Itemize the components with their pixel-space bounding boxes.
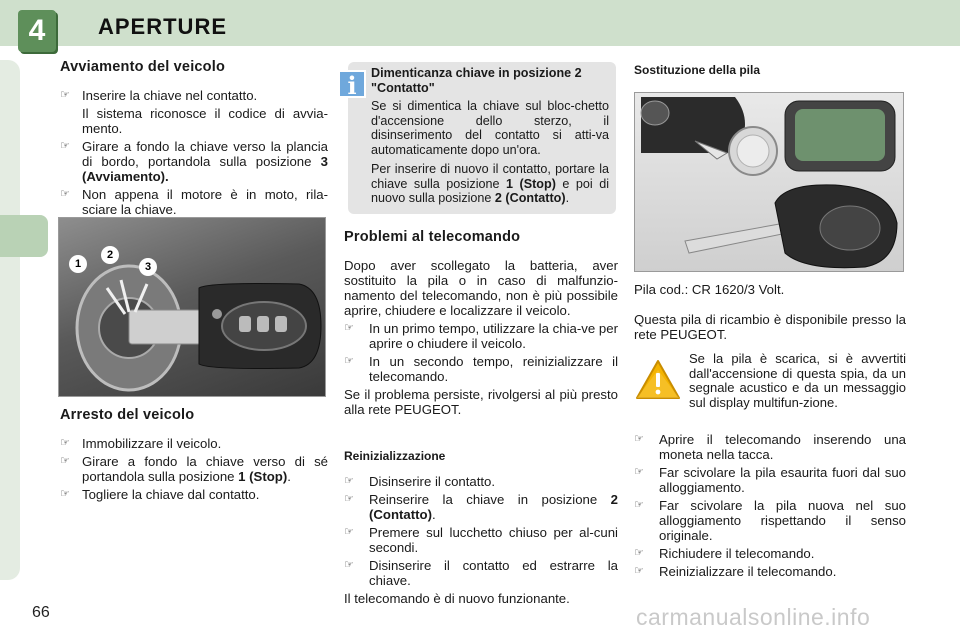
page-number: 66 — [32, 604, 50, 621]
reinit-list — [344, 474, 618, 588]
position-label-2: 2 — [101, 246, 119, 264]
list-item: ☞ Immobilizzare il veicolo. — [60, 436, 222, 451]
start-sub-note: Il sistema riconosce il codice di avvia-mento. — [82, 106, 328, 136]
list-item: ☞ Disinserire il contatto ed estrarre la chiave. — [344, 558, 618, 588]
pointing-hand-icon: ☞ — [344, 526, 354, 538]
pointing-hand-icon: ☞ — [634, 433, 644, 445]
pointing-hand-icon: ☞ — [634, 565, 644, 577]
list-item: ☞ Disinserire il contatto. — [344, 474, 496, 489]
info-icon: i — [338, 70, 366, 98]
list-item: ☞ Inserire la chiave nel contatto. — [60, 88, 258, 103]
remote-problems-heading: Problemi al telecomando — [344, 229, 521, 245]
start-list-2 — [60, 139, 328, 217]
battery-code: Pila cod.: CR 1620/3 Volt. — [634, 282, 785, 297]
info-paragraph-1: Se si dimentica la chiave sul bloc-chetto d'accensione dello sterzo, il disinserimento del contatto si atti-va automaticamente dopo un'ora. — [371, 99, 609, 157]
list-item: ☞ In un secondo tempo, reinizializzare il telecomando. — [344, 354, 618, 384]
ignition-key-photo — [58, 217, 326, 397]
pointing-hand-icon: ☞ — [344, 559, 354, 571]
pointing-hand-icon: ☞ — [60, 488, 70, 500]
watermark: carmanualsonline.info — [636, 604, 871, 630]
pointing-hand-icon: ☞ — [634, 547, 644, 559]
pointing-hand-icon: ☞ — [344, 475, 354, 487]
position-label-3: 3 — [139, 258, 157, 276]
remote-problems-intro: Dopo aver scollegato la batteria, aver sostituito la pila o in caso di malfunzio-namento del telecomando, non è più possibile aprire, chiudere e localizzare il veicolo. — [344, 258, 618, 318]
list-item: ☞ Richiudere il telecomando. — [634, 546, 815, 561]
list-item: ☞ Far scivolare la pila esaurita fuori dal suo alloggiamento. — [634, 465, 906, 495]
list-item: ☞ Far scivolare la pila nuova nel suo alloggiamento rispettando il senso originale. — [634, 498, 906, 543]
start-list — [60, 88, 328, 103]
stop-section — [60, 408, 328, 505]
column-start-stop — [60, 60, 328, 220]
list-item: ☞ Reinserire la chiave in posizione 2 (Contatto). — [344, 492, 618, 522]
list-item: ☞ Non appena il motore è in moto, rila-sciare la chiave. — [60, 187, 328, 217]
pointing-hand-icon: ☞ — [344, 355, 354, 367]
remote-problems-outro: Se il problema persiste, rivolgersi al più presto alla rete PEUGEOT. — [344, 387, 618, 417]
start-heading: Avviamento del veicolo — [60, 59, 226, 75]
remote-problems-list — [344, 321, 618, 384]
page-title: APERTURE — [98, 14, 228, 39]
reinit-outro: Il telecomando è di nuovo funzionante. — [344, 591, 570, 606]
pointing-hand-icon: ☞ — [60, 437, 70, 449]
pointing-hand-icon: ☞ — [60, 89, 70, 101]
warning-text: Se la pila è scarica, si è avvertiti dall'accensione di questa spia, da un segnale acustico e da un messaggio sul display multifun-zione. — [689, 351, 906, 410]
remote-battery-illustration — [635, 93, 904, 272]
battery-replacement-photo — [634, 92, 904, 272]
battery-info — [634, 282, 906, 342]
pointing-hand-icon: ☞ — [634, 466, 644, 478]
battery-heading: Sostituzione della pila — [634, 63, 761, 77]
chapter-side-tab — [0, 215, 48, 257]
stop-list — [60, 436, 328, 502]
list-item: ☞ Aprire il telecomando inserendo una moneta nella tacca. — [634, 432, 906, 462]
battery-section — [634, 60, 906, 88]
list-item: ☞ In un primo tempo, utilizzare la chia-ve per aprire o chiudere il veicolo. — [344, 321, 618, 351]
battery-steps-list — [634, 432, 906, 579]
chapter-number: 4 — [18, 10, 56, 52]
stop-heading: Arresto del veicolo — [60, 407, 195, 423]
list-item: ☞ Girare a fondo la chiave verso di sé portandola sulla posizione 1 (Stop). — [60, 454, 328, 484]
side-band — [0, 60, 20, 580]
remote-problems-section — [344, 230, 618, 417]
battery-steps — [634, 432, 906, 582]
pointing-hand-icon: ☞ — [634, 499, 644, 511]
pointing-hand-icon: ☞ — [60, 455, 70, 467]
list-item: ☞ Premere sul lucchetto chiuso per al-cuni secondi. — [344, 525, 618, 555]
list-item: ☞ Reinizializzare il telecomando. — [634, 564, 837, 579]
warning-triangle-icon — [634, 358, 682, 402]
list-item: ☞ Togliere la chiave dal contatto. — [60, 487, 260, 502]
pointing-hand-icon: ☞ — [60, 188, 70, 200]
pointing-hand-icon: ☞ — [344, 493, 354, 505]
info-content — [371, 66, 609, 211]
battery-availability: Questa pila di ricambio è disponibile presso la rete PEUGEOT. — [634, 312, 906, 342]
list-item: ☞ Girare a fondo la chiave verso la plancia di bordo, portandola sulla posizione 3 (Avviamento). — [60, 139, 328, 184]
pointing-hand-icon: ☞ — [60, 140, 70, 152]
info-title: Dimenticanza chiave in posizione 2 "Contatto" — [371, 66, 582, 95]
reinit-section — [344, 449, 618, 606]
reinit-heading: Reinizializzazione — [344, 449, 446, 463]
info-paragraph-2: Per inserire di nuovo il contatto, portare la chiave sulla posizione 1 (Stop) e poi di nuovo sulla posizione 2 (Contatto). — [371, 162, 609, 205]
position-label-1: 1 — [69, 255, 87, 273]
ignition-key-illustration — [59, 218, 326, 397]
pointing-hand-icon: ☞ — [344, 322, 354, 334]
